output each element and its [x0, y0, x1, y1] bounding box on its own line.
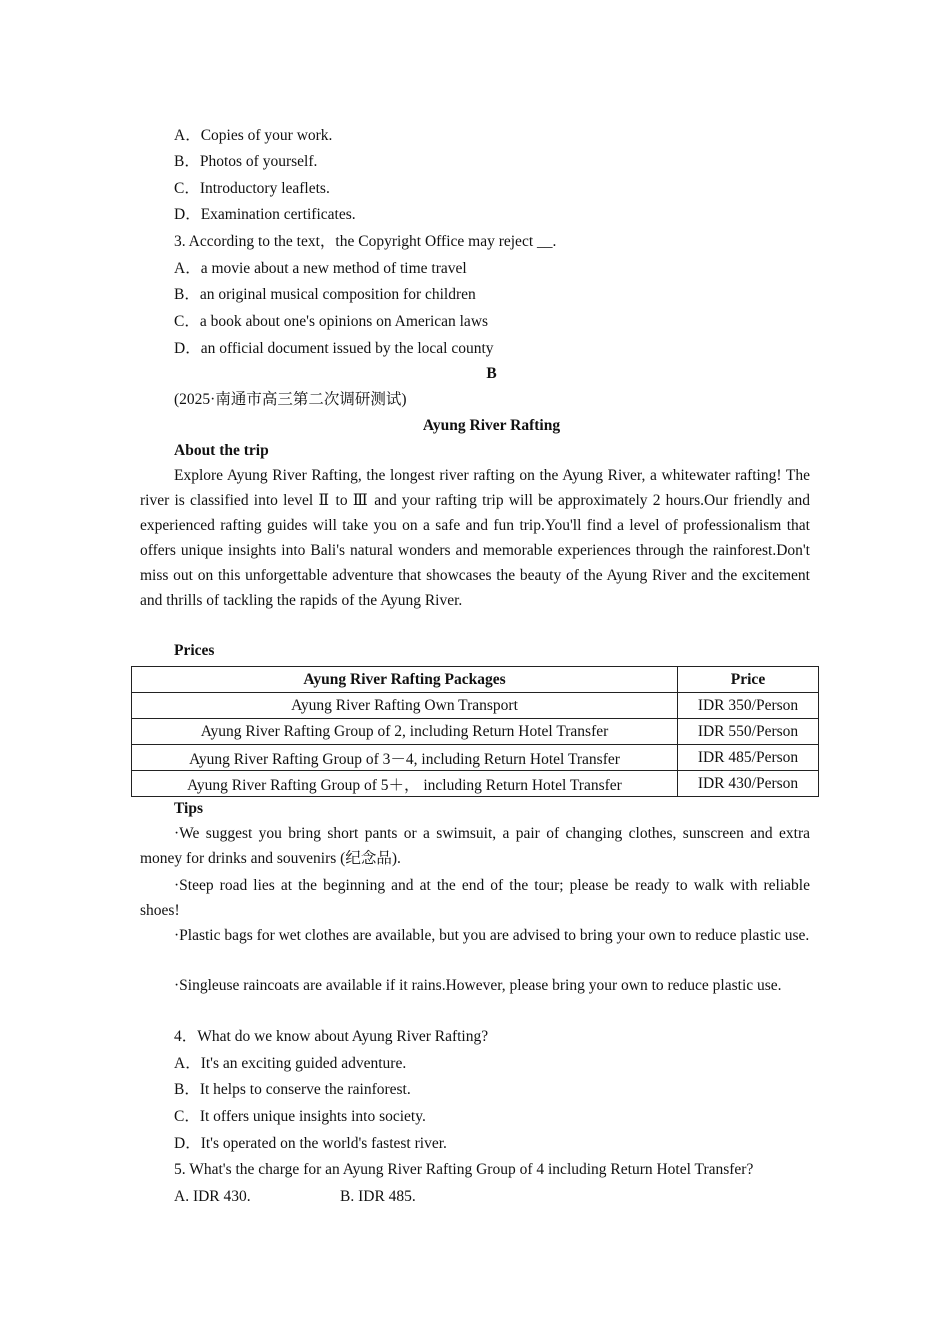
- q4-question: 4．What do we know about Ayung River Rafting?: [174, 1028, 489, 1045]
- q5-question: 5. What's the charge for an Ayung River Rafting Group of 4 including Return Hotel Transfer?: [174, 1161, 754, 1178]
- tip-item: ·Singleuse raincoats are available if it rains.However, please bring your own to reduce plastic use.: [174, 977, 782, 994]
- col-header-package: Ayung River Rafting Packages: [132, 667, 678, 693]
- prices-heading: Prices: [174, 642, 215, 659]
- q4-option-d: D．It's operated on the world's fastest river.: [174, 1135, 447, 1152]
- q2-option-d: D．Examination certificates.: [174, 206, 356, 223]
- about-heading: About the trip: [174, 442, 269, 459]
- q3-option-c: C．a book about one's opinions on American laws: [174, 313, 489, 330]
- tips-heading: Tips: [174, 800, 204, 817]
- passage-title: Ayung River Rafting: [422, 417, 561, 434]
- prices-table: [131, 666, 819, 797]
- q3-option-d: D．an official document issued by the local county: [174, 340, 494, 357]
- table-row: [132, 693, 819, 719]
- price-cell: IDR 485/Person: [678, 745, 819, 771]
- tip-item: ·Plastic bags for wet clothes are available, but you are advised to bring your own to reduce plastic use.: [174, 927, 810, 944]
- col-header-price: Price: [678, 667, 819, 693]
- table-row: [132, 745, 819, 771]
- source-line: (2025·南通市高三第二次调研测试): [174, 391, 407, 408]
- price-cell: IDR 550/Person: [678, 719, 819, 745]
- table-row: [132, 771, 819, 797]
- q4-option-a: A．It's an exciting guided adventure.: [174, 1055, 407, 1072]
- q2-option-b: B．Photos of yourself.: [174, 153, 318, 170]
- q5-option-a: A. IDR 430.: [174, 1188, 251, 1205]
- q4-option-c: C．It offers unique insights into society.: [174, 1108, 426, 1125]
- q2-option-a: A．Copies of your work.: [174, 127, 333, 144]
- table-header-row: [132, 667, 819, 693]
- tip-item: ·We suggest you bring short pants or a swimsuit, a pair of changing clothes, sunscreen and extra money for drinks and souvenirs (纪念品).: [140, 825, 810, 867]
- q3-option-b: B．an original musical composition for children: [174, 286, 476, 303]
- q2-option-c: C．Introductory leaflets.: [174, 180, 330, 197]
- price-cell: IDR 350/Person: [678, 693, 819, 719]
- package-cell: Ayung River Rafting Group of 5＋， including Return Hotel Transfer: [132, 771, 678, 797]
- table-row: [132, 719, 819, 745]
- package-cell: Ayung River Rafting Group of 2, including Return Hotel Transfer: [132, 719, 678, 745]
- section-letter: B: [486, 365, 497, 382]
- q4-option-b: B．It helps to conserve the rainforest.: [174, 1081, 411, 1098]
- q3-option-a: A．a movie about a new method of time travel: [174, 260, 467, 277]
- q5-option-b: B. IDR 485.: [340, 1188, 416, 1205]
- q3-question: 3. According to the text，the Copyright Office may reject __.: [174, 233, 557, 250]
- tip-item: ·Steep road lies at the beginning and at the end of the tour; please be ready to walk with reliable shoes!: [140, 877, 810, 919]
- package-cell: Ayung River Rafting Group of 3－4, including Return Hotel Transfer: [132, 745, 678, 771]
- about-paragraph: Explore Ayung River Rafting, the longest river rafting on the Ayung River, a whitewater rafting! The river is classified into level Ⅱ to Ⅲ and your rafting trip will be approximately 2 hours.Our friendly and experienced rafting guides will take you on a safe and fun trip.You'll find a level of professionalism that offers unique insights into Bali's natural wonders and memorable experiences through the rainforest.Don't miss out on this unforgettable adventure that showcases the beauty of the Ayung River and the excitement and thrills of tackling the rapids of the Ayung River.: [140, 467, 810, 609]
- price-cell: IDR 430/Person: [678, 771, 819, 797]
- package-cell: Ayung River Rafting Own Transport: [132, 693, 678, 719]
